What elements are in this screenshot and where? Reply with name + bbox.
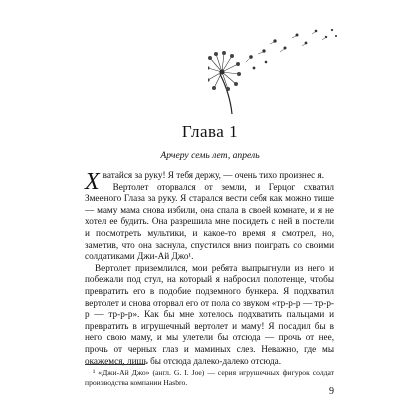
page-number: 9	[329, 386, 334, 397]
paragraph-3: Вертолет приземлился, мои ребята выпрыгнули из него и побежали под стул, на который я набросил полотенце, чтобы превратить его в подобие подземного бункера. Я подхватил вертолет и снова оторвал его от пола со звуком «тр-р-р — тр-р-р — тр-р-р». Как бы мне хотелось подхватить пальцами и превратить в игрушечный вертолет и маму! Я посадил бы в него свою маму, и мы улетели бы отсюда — прочь от нее, прочь от черных глаз и маминых слез. Неважно, где мы окажемся, лишь бы отсюда далеко-далеко отсюда.	[85, 262, 334, 366]
chapter-title: Глава 1	[181, 122, 239, 141]
drop-cap: Х	[85, 169, 100, 195]
paragraph-1-text: ватайся за руку! Я тебя держу, — очень тихо произнес я.	[102, 170, 325, 180]
footnote-divider	[85, 364, 145, 365]
chapter-body	[85, 170, 334, 367]
paragraph-2: Вертолет оторвался от земли, и Герцог схватил Змееного Глаза за руку. Я старался вести себя как можно тише — маму мама снова избили, она спала в своей комнате, и я не хотел ее будить. Она разрешила мне посидеть с ней в постели и посмотреть мультики, и какое-то время я смотрел, но, заметив, что она заснула, спустился вниз поиграть со своими солдатиками Джи-Ай Джо¹.	[85, 181, 334, 262]
chapter-subtitle: Арчеру семь лет, апрель	[160, 150, 260, 161]
dandelion-illustration	[208, 22, 340, 114]
paragraph-1	[85, 169, 334, 195]
footnote: ¹ «Джи-Ай Джо» (англ. G. I. Joe) — серия игрушечных фигурок солдат производства компании Hasbro.	[85, 368, 334, 387]
